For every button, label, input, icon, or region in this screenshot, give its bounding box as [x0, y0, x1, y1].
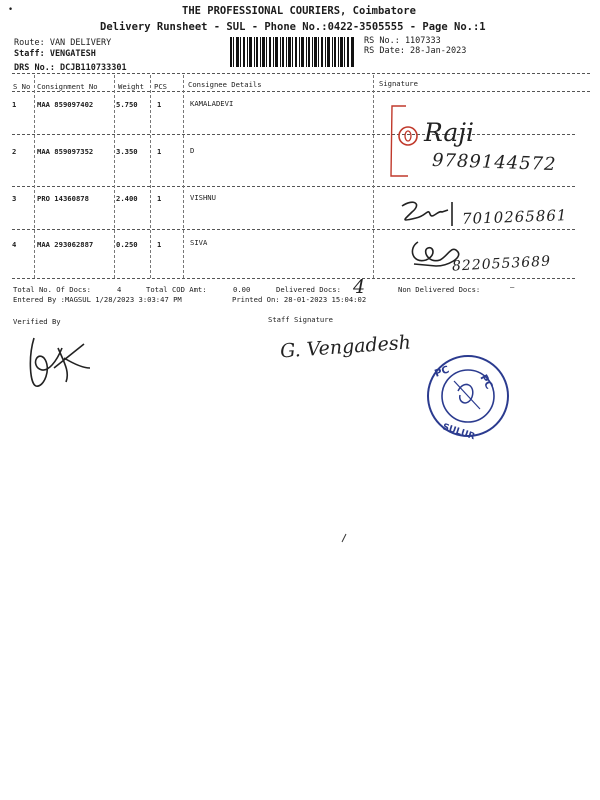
entered-by: Entered By :MAGSUL 1/28/2023 3:03:47 PM — [13, 295, 182, 304]
col-header-consignment: Consignment No — [37, 82, 98, 91]
svg-text:PC: PC — [477, 373, 495, 392]
signature-row4-phone: 8220553689 — [451, 253, 552, 275]
svg-text:PC: PC — [433, 364, 451, 380]
svg-text:SULUR: SULUR — [441, 422, 476, 441]
table-row-consignee: KAMALADEVI — [190, 99, 234, 108]
red-circle-zero-mark — [396, 124, 420, 148]
table-bottom-rule — [12, 278, 575, 279]
signature-row3-scribble — [398, 196, 460, 230]
runsheet-subtitle: Delivery Runsheet - SUL - Phone No.:0422-3505555 - Page No.:1 — [100, 21, 486, 33]
barcode — [230, 37, 354, 67]
table-row-weight: 5.750 — [116, 100, 138, 109]
staff-label: Staff: VENGATESH — [14, 49, 96, 59]
rs-date: RS Date: 28-Jan-2023 — [364, 46, 467, 56]
table-row-weight: 3.350 — [116, 147, 138, 156]
table-row-consignee: SIVA — [190, 238, 208, 247]
non-delivered-label: Non Delivered Docs: — [398, 285, 481, 294]
staff-signature-label: Staff Signature — [268, 315, 333, 324]
col-header-signature: Signature — [379, 79, 418, 88]
non-delivered-value: — — [510, 282, 515, 291]
printed-on: Printed On: 28-01-2023 15:04:02 — [232, 295, 367, 304]
row-divider — [12, 229, 575, 230]
delivered-label: Delivered Docs: — [276, 285, 341, 294]
table-row-consignment: MAA 859097402 — [37, 100, 94, 109]
staff-handwritten-signature: G. Vengadesh — [279, 331, 412, 363]
rs-number: RS No.: 1107333 — [364, 36, 441, 46]
table-row-pcs: 1 — [157, 147, 162, 156]
col-header-weight: Weight — [118, 82, 144, 91]
col-header-pcs: PCS — [154, 82, 167, 91]
signature-row3-phone: 7010265861 — [461, 206, 568, 228]
total-docs-label: Total No. Of Docs: — [13, 285, 91, 294]
table-row-consignment: MAA 293062887 — [37, 240, 94, 249]
verified-by-label: Verified By — [13, 317, 61, 326]
cod-value: 0.00 — [233, 285, 251, 294]
table-row-sno: 2 — [12, 147, 17, 156]
col-divider — [373, 75, 374, 278]
table-top-rule — [12, 73, 590, 74]
col-divider — [183, 75, 184, 278]
col-divider — [114, 75, 115, 278]
company-title: THE PROFESSIONAL COURIERS, Coimbatore — [182, 5, 416, 17]
corner-dot: • — [8, 5, 14, 15]
drs-number: DRS No.: DCJB110733301 — [14, 63, 127, 73]
signature-row1-name: Raji — [424, 118, 475, 147]
table-row-weight: 0.250 — [116, 240, 138, 249]
row-divider — [12, 186, 575, 187]
route-label: Route: VAN DELIVERY — [14, 38, 112, 48]
col-header-consignee: Consignee Details — [188, 80, 262, 89]
col-divider — [150, 75, 151, 278]
signature-row1-phone: 9789144572 — [431, 149, 557, 176]
total-docs-value: 4 — [117, 285, 122, 294]
table-row-consignment: MAA 859097352 — [37, 147, 94, 156]
col-divider — [34, 75, 35, 278]
cod-label: Total COD Amt: — [146, 285, 207, 294]
table-row-pcs: 1 — [157, 194, 162, 203]
table-row-weight: 2.400 — [116, 194, 138, 203]
col-header-sno: S No — [13, 82, 31, 91]
delivered-value: 4 — [353, 276, 366, 298]
office-stamp — [424, 351, 512, 441]
verifier-signature — [24, 328, 94, 392]
table-row-sno: 4 — [12, 240, 17, 249]
table-row-pcs: 1 — [157, 240, 162, 249]
table-row-consignee: D — [190, 146, 195, 155]
table-row-sno: 3 — [12, 194, 17, 203]
stray-mark — [340, 528, 348, 538]
table-row-consignee: VISHNU — [190, 193, 216, 202]
header-bottom-rule — [12, 91, 590, 92]
table-row-pcs: 1 — [157, 100, 162, 109]
table-row-sno: 1 — [12, 100, 17, 109]
table-row-consignment: PRO 14360878 — [37, 194, 89, 203]
row-divider — [12, 134, 575, 135]
